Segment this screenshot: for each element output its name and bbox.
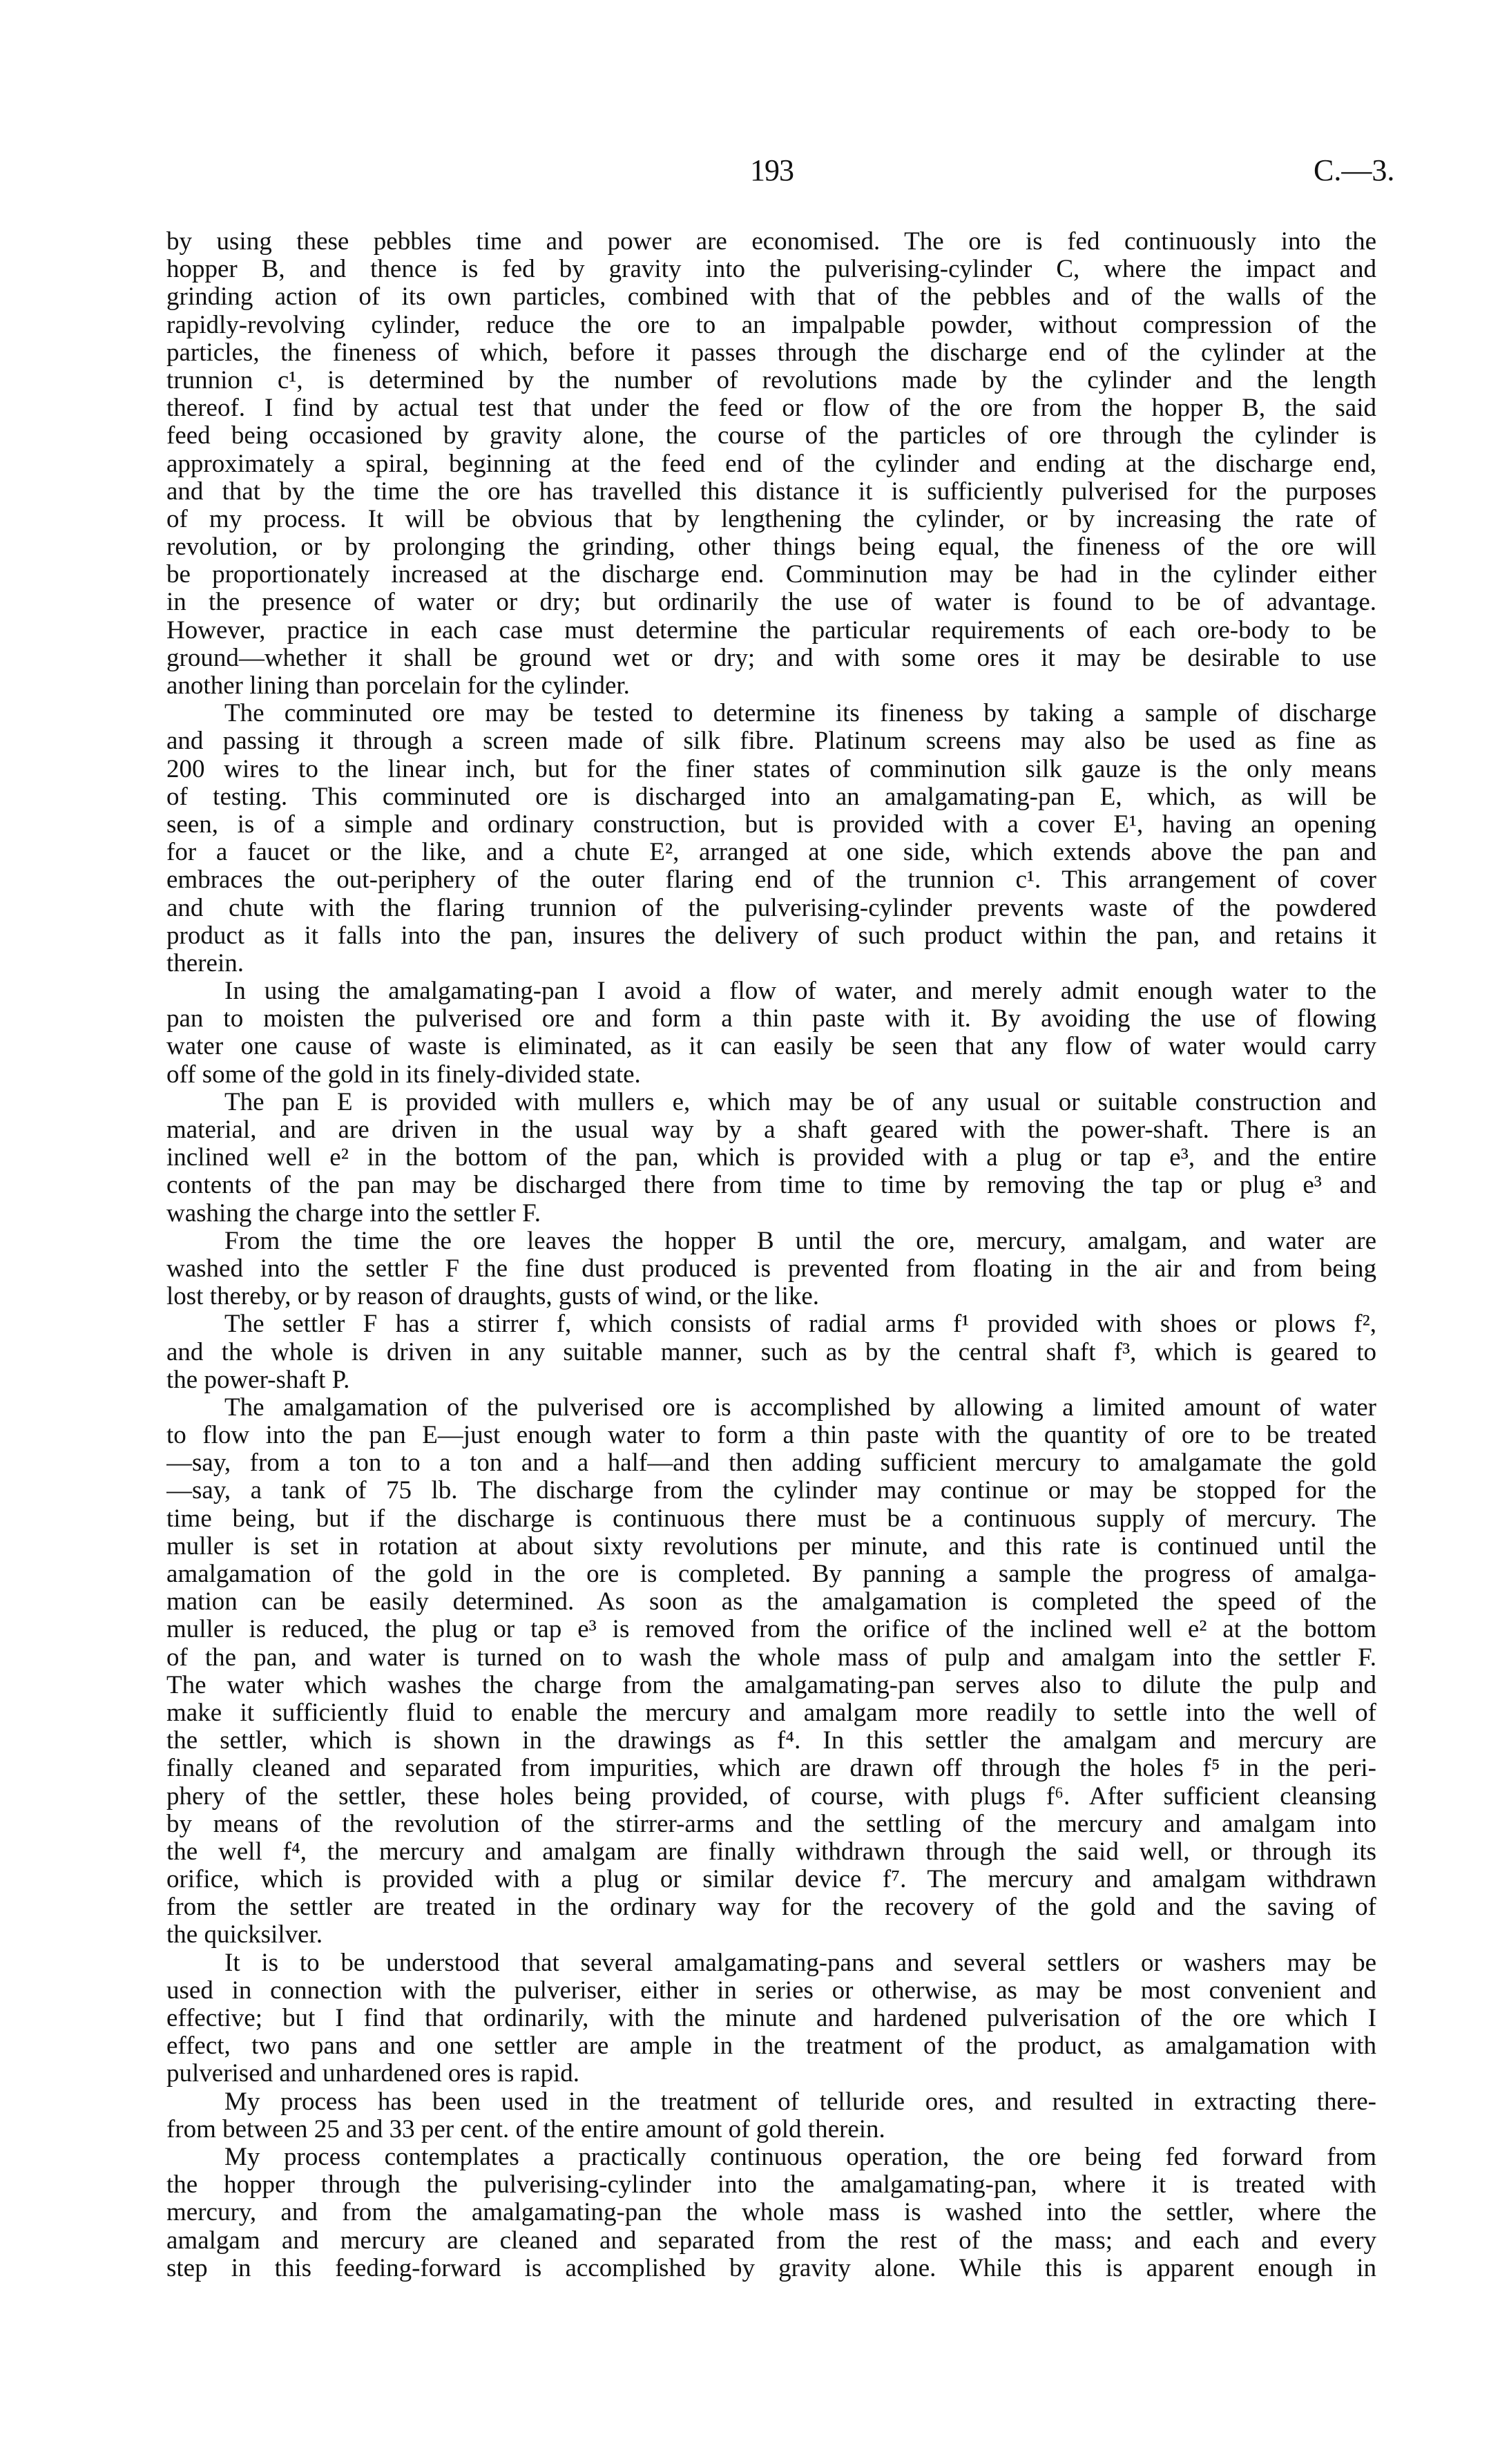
text-line: to flow into the pan E—just enough water to form a thin paste with the quantity of ore to be treated: [166, 1422, 1376, 1450]
text-line: The settler F has a stirrer f, which consists of radial arms f¹ provided with shoes or plows f²,: [224, 1310, 1376, 1339]
text-line: revolution, or by prolonging the grinding, other things being equal, the fineness of the ore will: [166, 533, 1376, 562]
text-line: lost thereby, or by reason of draughts, gusts of wind, or the like.: [166, 1283, 820, 1311]
text-line: hopper B, and thence is fed by gravity into the pulverising-cylinder C, where the impact and: [166, 256, 1376, 284]
text-line: ground—whether it shall be ground wet or dry; and with some ores it may be desirable to use: [166, 644, 1376, 672]
text-line: the settler, which is shown in the drawings as f⁴. In this settler the amalgam and mercury are: [166, 1727, 1376, 1755]
text-line: and that by the time the ore has travelled this distance it is sufficiently pulverised for the purposes: [166, 477, 1376, 506]
text-line: embraces the out-periphery of the outer flaring end of the trunnion c¹. This arrangement of cover: [166, 866, 1376, 895]
text-line: product as it falls into the pan, insures the delivery of such product within the pan, and retains it: [166, 921, 1376, 950]
text-line: used in connection with the pulveriser, either in series or otherwise, as may be most convenient and: [166, 1976, 1376, 2005]
paragraph: [166, 1394, 1376, 1949]
text-line: by using these pebbles time and power are economised. The ore is fed continuously into the: [166, 228, 1376, 256]
text-line: by means of the revolution of the stirrer-arms and the settling of the mercury and amalgam into: [166, 1810, 1376, 1838]
text-line: and chute with the flaring trunnion of the pulverising-cylinder prevents waste of the powdered: [166, 894, 1376, 922]
text-line: In using the amalgamating-pan I avoid a flow of water, and merely admit enough water to the: [224, 977, 1376, 1006]
text-line: and passing it through a screen made of silk fibre. Platinum screens may also be used as fine as: [166, 727, 1376, 756]
text-line: the well f⁴, the mercury and amalgam are finally withdrawn through the said well, or through its: [166, 1837, 1376, 1866]
text-line: washing the charge into the settler F.: [166, 1199, 541, 1228]
text-line: of the pan, and water is turned on to wash the whole mass of pulp and amalgam into the settler F.: [166, 1643, 1376, 1672]
text-line: time being, but if the discharge is continuous there must be a continuous supply of mercury. The: [166, 1505, 1376, 1533]
text-line: in the presence of water or dry; but ordinarily the use of water is found to be of advantage.: [166, 589, 1376, 617]
text-line: The amalgamation of the pulverised ore is accomplished by allowing a limited amount of water: [224, 1393, 1376, 1422]
text-line: mation can be easily determined. As soon as the amalgamation is completed the speed of the: [166, 1588, 1376, 1616]
text-line: The pan E is provided with mullers e, which may be of any usual or suitable construction and: [224, 1088, 1376, 1116]
text-line: From the time the ore leaves the hopper B until the ore, mercury, amalgam, and water are: [224, 1227, 1376, 1255]
text-line: feed being occasioned by gravity alone, the course of the particles of ore through the cylinder is: [166, 422, 1376, 450]
text-line: thereof. I find by actual test that under the feed or flow of the ore from the hopper B, the said: [166, 394, 1376, 423]
text-line: grinding action of its own particles, combined with that of the pebbles and of the walls of the: [166, 283, 1376, 312]
paragraph: [166, 1949, 1376, 2088]
text-line: pan to moisten the pulverised ore and form a thin paste with it. By avoiding the use of flowing: [166, 1005, 1376, 1033]
text-line: rapidly-revolving cylinder, reduce the ore to an impalpable powder, without compression of the: [166, 311, 1376, 339]
text-line: effective; but I find that ordinarily, with the minute and hardened pulverisation of the ore which I: [166, 2005, 1376, 2032]
text-line: trunnion c¹, is determined by the number of revolutions made by the cylinder and the length: [166, 366, 1376, 394]
text-line: from between 25 and 33 per cent. of the entire amount of gold therein.: [166, 2115, 885, 2143]
text-line: phery of the settler, these holes being provided, of course, with plugs f⁶. After sufficient cleansing: [166, 1782, 1376, 1811]
paragraph: [166, 1089, 1376, 1228]
text-line: off some of the gold in its finely-divided state.: [166, 1060, 641, 1089]
text-line: muller is set in rotation at about sixty revolutions per minute, and this rate is continued until the: [166, 1532, 1376, 1560]
text-line: It is to be understood that several amalgamating-pans and several settlers or washers may be: [224, 1949, 1376, 1977]
text-line: 200 wires to the linear inch, but for the finer states of comminution silk gauze is the only means: [166, 755, 1376, 783]
text-line: the hopper through the pulverising-cylinder into the amalgamating-pan, where it is treated with: [166, 2171, 1376, 2199]
text-line: make it sufficiently fluid to enable the mercury and amalgam more readily to settle into the well of: [166, 1699, 1376, 1727]
text-line: of my process. It will be obvious that by lengthening the cylinder, or by increasing the rate of: [166, 505, 1376, 533]
text-line: approximately a spiral, beginning at the feed end of the cylinder and ending at the discharge end,: [166, 450, 1376, 478]
text-line: My process contemplates a practically continuous operation, the ore being fed forward from: [224, 2143, 1376, 2171]
paragraph: [166, 2143, 1376, 2282]
paragraph: [166, 1310, 1376, 1394]
text-line: My process has been used in the treatment of telluride ores, and resulted in extracting there-: [224, 2088, 1376, 2116]
text-line: and the whole is driven in any suitable manner, such as by the central shaft f³, which is geared to: [166, 1338, 1376, 1366]
text-line: amalgamation of the gold in the ore is completed. By panning a sample the progress of amalga-: [166, 1560, 1376, 1588]
text-line: —say, a tank of 75 lb. The discharge from the cylinder may continue or may be stopped for the: [166, 1477, 1376, 1505]
paragraph: [166, 1228, 1376, 1311]
text-line: therein.: [166, 949, 244, 977]
text-line: mercury, and from the amalgamating-pan the whole mass is washed into the settler, where the: [166, 2199, 1376, 2227]
text-line: amalgam and mercury are cleaned and separated from the rest of the mass; and each and every: [166, 2226, 1376, 2255]
document-reference: C.—3.: [1314, 153, 1395, 187]
text-line: The comminuted ore may be tested to determine its fineness by taking a sample of discharge: [224, 700, 1376, 728]
text-line: of testing. This comminuted ore is discharged into an amalgamating-pan E, which, as will be: [166, 783, 1376, 811]
text-line: the quicksilver.: [166, 1921, 323, 1949]
text-line: —say, from a ton to a ton and a half—and then adding sufficient mercury to amalgamate the gold: [166, 1449, 1376, 1478]
text-line: contents of the pan may be discharged there from time to time by removing the tap or plug e³ and: [166, 1172, 1376, 1200]
paragraph: [166, 700, 1376, 977]
text-line: material, and are driven in the usual way by a shaft geared with the power-shaft. There is an: [166, 1116, 1376, 1144]
text-line: water one cause of waste is eliminated, as it can easily be seen that any flow of water would carry: [166, 1033, 1376, 1061]
text-line: another lining than porcelain for the cylinder.: [166, 672, 630, 700]
text-line: effect, two pans and one settler are ample in the treatment of the product, as amalgamation with: [166, 2032, 1376, 2061]
text-line: from the settler are treated in the ordinary way for the recovery of the gold and the saving of: [166, 1893, 1376, 1922]
paragraph: [166, 228, 1376, 700]
page-number: 193: [750, 153, 794, 187]
paragraph: [166, 977, 1376, 1089]
text-line: be proportionately increased at the discharge end. Comminution may be had in the cylinder either: [166, 561, 1376, 589]
text-line: inclined well e² in the bottom of the pan, which is provided with a plug or tap e³, and the entire: [166, 1144, 1376, 1172]
text-line: the power-shaft P.: [166, 1366, 350, 1394]
text-line: washed into the settler F the fine dust produced is prevented from floating in the air and from being: [166, 1254, 1376, 1283]
text-line: step in this feeding-forward is accomplished by gravity alone. While this is apparent enough in: [166, 2254, 1376, 2282]
text-line: However, practice in each case must determine the particular requirements of each ore-body to be: [166, 616, 1376, 644]
text-line: particles, the fineness of which, before it passes through the discharge end of the cylinder at the: [166, 338, 1376, 367]
paragraph: [166, 2088, 1376, 2143]
text-line: for a faucet or the like, and a chute E², arranged at one side, which extends above the pan and: [166, 839, 1376, 867]
text-line: pulverised and unhardened ores is rapid.: [166, 2060, 579, 2088]
text-line: The water which washes the charge from the amalgamating-pan serves also to dilute the pulp and: [166, 1671, 1376, 1699]
text-line: muller is reduced, the plug or tap e³ is removed from the orifice of the inclined well e² at the bottom: [166, 1616, 1376, 1644]
text-line: orifice, which is provided with a plug or similar device f⁷. The mercury and amalgam withdrawn: [166, 1866, 1376, 1894]
body-text: [166, 228, 1376, 2282]
text-line: finally cleaned and separated from impurities, which are drawn off through the holes f⁵ in the peri-: [166, 1755, 1376, 1783]
text-line: seen, is of a simple and ordinary construction, but is provided with a cover E¹, having an opening: [166, 810, 1376, 839]
